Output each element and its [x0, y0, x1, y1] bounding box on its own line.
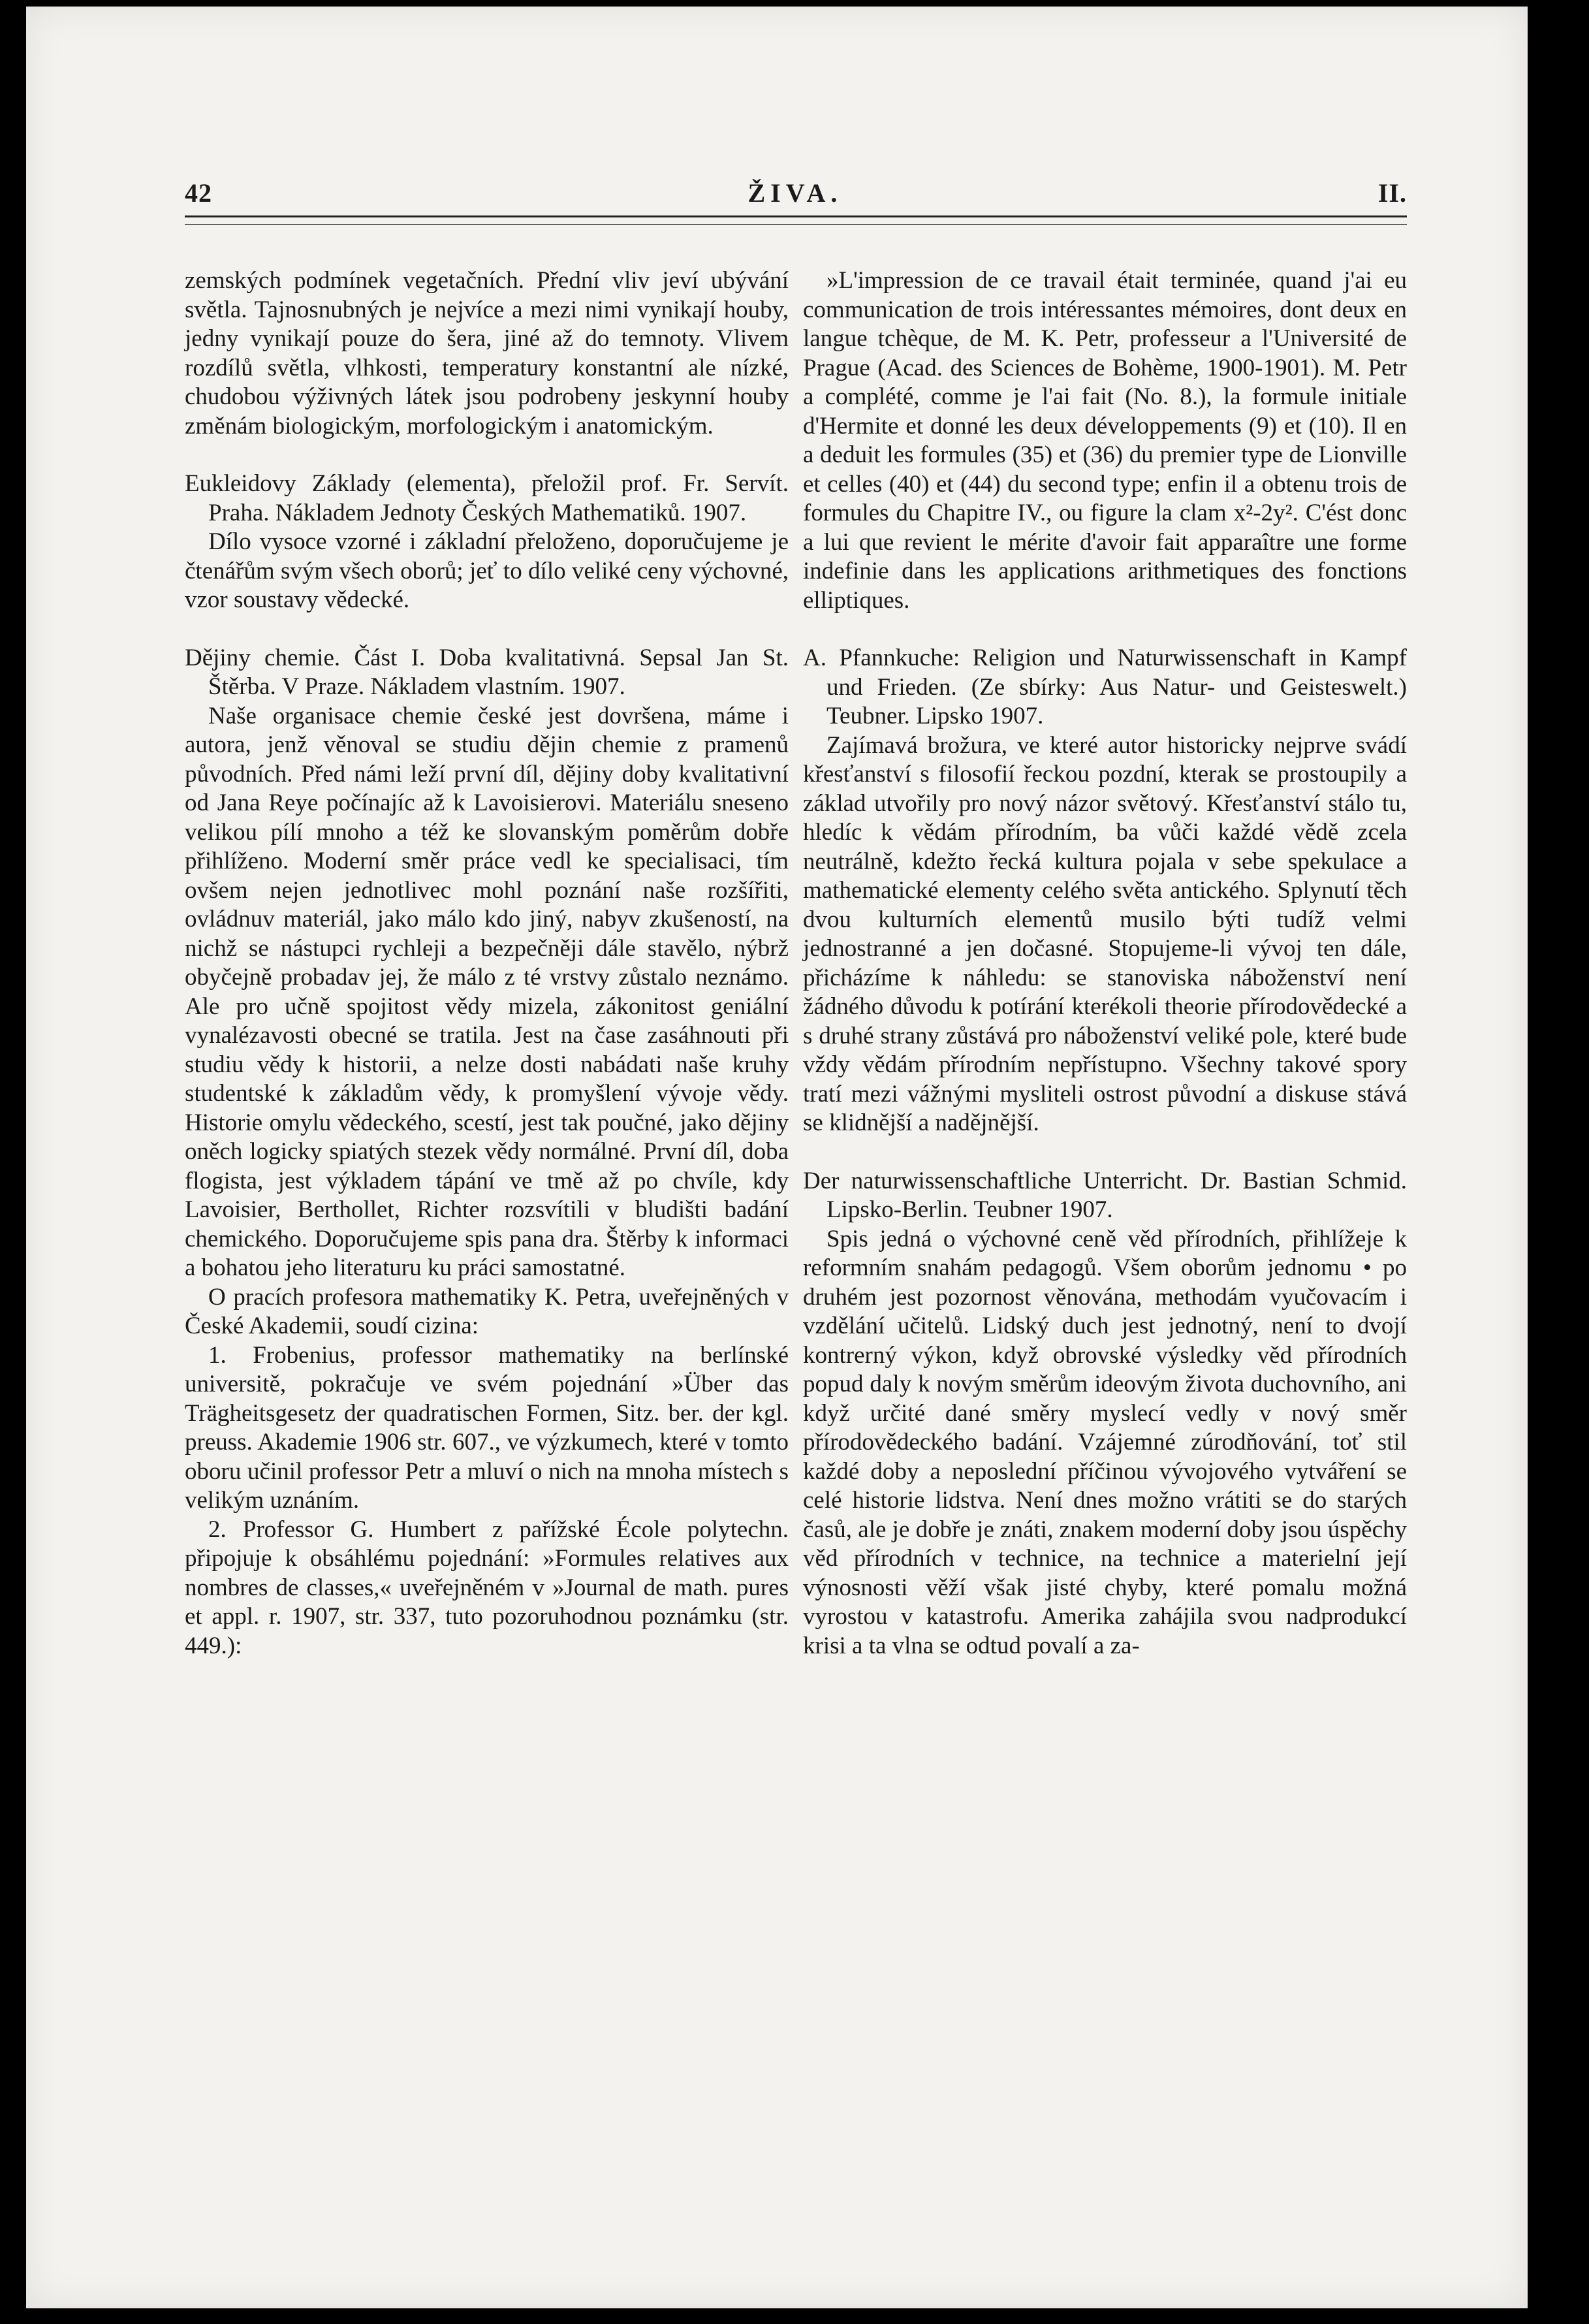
review-body-pfannkuche: Zajímavá brožura, ve které autor historicky nejprve svádí křesťanství s filosofií řeckou pozdní, kterak se prostoupily a základ utvořily pro nový názor světový. Křesťanství stálo tu, hledíc k vědám přírodním, ba vůči každé vědě zcela neutrálně, kdežto řecká kultura pojala v sebe spekulace a mathematické elementy celého světa antického. Splynutí těch dvou kulturních elementů musilo býti tudíž velmi jednostranné a jen dočasné. Stopujeme-li vývoj ten dále, přicházíme k náhledu: se stanoviska náboženství není žádného důvodu k potírání kterékoli theorie přírodovědecké a s druhé strany zůstává pro náboženství veliké pole, které bude vždy vědám přírodním nepřístupno. Všechny takové spory tratí mezi vážnými mysliteli ostrost původní a diskuse stává se klidnější a nadějnější. — [803, 731, 1407, 1136]
left-column — [185, 266, 789, 1661]
review-title-chemistry: Dějiny chemie. Část I. Doba kvalitativná. Sepsal Jan St. Štěrba. V Praze. Nákladem vlastním. 1907. — [185, 644, 789, 700]
paragraph-cave-fungi: zemských podmínek vegetačních. Přední vliv jeví ubývání světla. Tajnosnubných je nejvíce a mezi nimi vynikají houby, jedny vynikají pouze do šera, jiné až do temnoty. Vlivem rozdílů světla, vlhkosti, temperatury konstantní ale nízké, chudobou výživných látek jsou podrobeny jeskynní houby změnám biologickým, morfologickým i anatomickým. — [185, 267, 789, 439]
paragraph-frobenius: 1. Frobenius, professor mathematiky na berlínské universitě, pokračuje ve svém pojednání »Über das Trägheitsgesetz der quadratischen Formen, Sitz. ber. der kgl. preuss. Akademie 1906 str. 607., ve výzkumech, které v tomto oboru učinil professor Petr a mluví o nich na mnoha místech s velikým uznáním. — [185, 1341, 789, 1514]
paragraph-humbert: 2. Professor G. Humbert z pařížské École polytechn. připojuje k obsáhlému pojednání: »Formules relatives aux nombres de classes,« uveřejněném v »Journal de math. pures et appl. r. 1907, str. 337, tuto pozoruhodnou poznámku (str. 449.): — [185, 1516, 789, 1659]
review-body-schmid: Spis jedná o výchovné ceně věd přírodních, přihlížeje k reformním snahám pedagogů. Všem oborům jednomu • po druhém jest pozornost věnována, methodám vyučovacím i vzdělání učitelů. Lidský duch jest jednotný, není to dvojí kontrerný výkon, když obrovské výsledky věd přírodních popud daly k novým směrům ideovým života duchovního, ani když určité dané směry myslecí vedly v nový směr přírodovědeckého badání. Vzájemné zúrodňování, toť stil každé doby a neposlední příčinou vývojového vytváření se celé historie lidstva. Není dnes možno vrátiti se do starých časů, ale je dobře je znáti, znakem moderní doby jsou úspěchy věd přírodních v technice, na technice a materielní její výnosnosti věží však jisté chyby, které pomalu možná vyrostou v katastrofu. Amerika zahájila svou nadprodukcí krisi a ta vlna se odtud povalí a za- — [803, 1225, 1407, 1659]
review-body-euclid: Dílo vysoce vzorné i základní přeloženo, doporučujeme je čtenářům svým všech oborů; jeť to dílo veliké ceny výchovné, vzor soustavy vědecké. — [185, 528, 789, 613]
review-title-euclid: Eukleidovy Základy (elementa), přeložil prof. Fr. Servít. Praha. Nákladem Jednoty Českých Mathematiků. 1907. — [185, 470, 789, 526]
journal-page — [26, 7, 1528, 2308]
review-body-chemistry: Naše organisace chemie české jest dovršena, máme i autora, jenž věnoval se studiu dějin chemie z pramenů původních. Před námi leží první díl, dějiny doby kvalitativní od Jana Reye počínajíc až k Lavoisierovi. Materiálu sneseno velikou pílí mnoho a též ke slovanským poměrům dobře přihlíženo. Moderní směr práce vedl ke specialisaci, tím ovšem nejen jednotlivec mohl poznání naše rozšířiti, ovládnuv materiál, jako málo kdo jiný, nabyv zkušeností, na nichž se nástupci rychleji a bezpečněji dále stavělo, nýbrž obyčejně probadav jej, že málo z té vrstvy zůstalo neznámo. Ale pro učně spojitost vědy mizela, zákonitost geniální vynalézavosti obecné se tratila. Jest na čase zasáhnouti při studiu vědy k historii, a nelze dosti nabádati naše kruhy studentské k základům vědy, k promyšlení vývoje vědy. Historie omylu vědeckého, scestí, jest tak poučné, jako dějiny oněch logicky spiatých stezek vědy normálné. První díl, doba flogista, jest výkladem tápání ve tmě až po chvíle, kdy Lavoisier, Berthollet, Richter rozsvítili v bludišti badání chemického. Doporučujeme spis pana dra. Štěrby k informaci a bohatou jeho literaturu ku práci samostatné. — [185, 702, 789, 1281]
review-title-schmid: Der naturwissenschaftliche Unterricht. Dr. Bastian Schmid. Lipsko-Berlin. Teubner 1907. — [803, 1167, 1407, 1223]
header-rule — [185, 215, 1407, 225]
review-title-pfannkuche: A. Pfannkuche: Religion und Naturwissenschaft in Kampf und Frieden. (Ze sbírky: Aus Natur- und Geisteswelt.) Teubner. Lipsko 1907. — [803, 645, 1407, 729]
right-column — [803, 266, 1407, 1661]
journal-title: ŽIVA. — [747, 178, 843, 208]
volume-number: II. — [1377, 178, 1407, 208]
running-head — [185, 178, 1407, 208]
paragraph-petr-intro: O pracích profesora mathematiky K. Petra, uveřejněných v České Akademii, soudí cizina: — [185, 1283, 789, 1339]
quote-humbert: »L'impression de ce travail était terminée, quand j'ai eu communication de trois intéressantes mémoires, dont deux en langue tchèque, de M. K. Petr, professeur a l'Université de Prague (Acad. des Sciences de Bohème, 1900-1901). M. Petr a complété, comme je l'ai fait (No. 8.), la formule initiale d'Hermite et donné les deux développements (9) et (10). Il en a deduit les formules (35) et (36) du premier type de Lionville et celles (40) et (44) du second type; enfin il a obtenu trois de formules du Chapitre IV., ou figure la clam x²-2y². C'ést donc a lui que revient le mérite d'avoir fait apparaître une forme indefinie dans les applications arithmetiques des fonctions elliptiques. — [803, 267, 1407, 614]
page-number: 42 — [185, 178, 212, 208]
